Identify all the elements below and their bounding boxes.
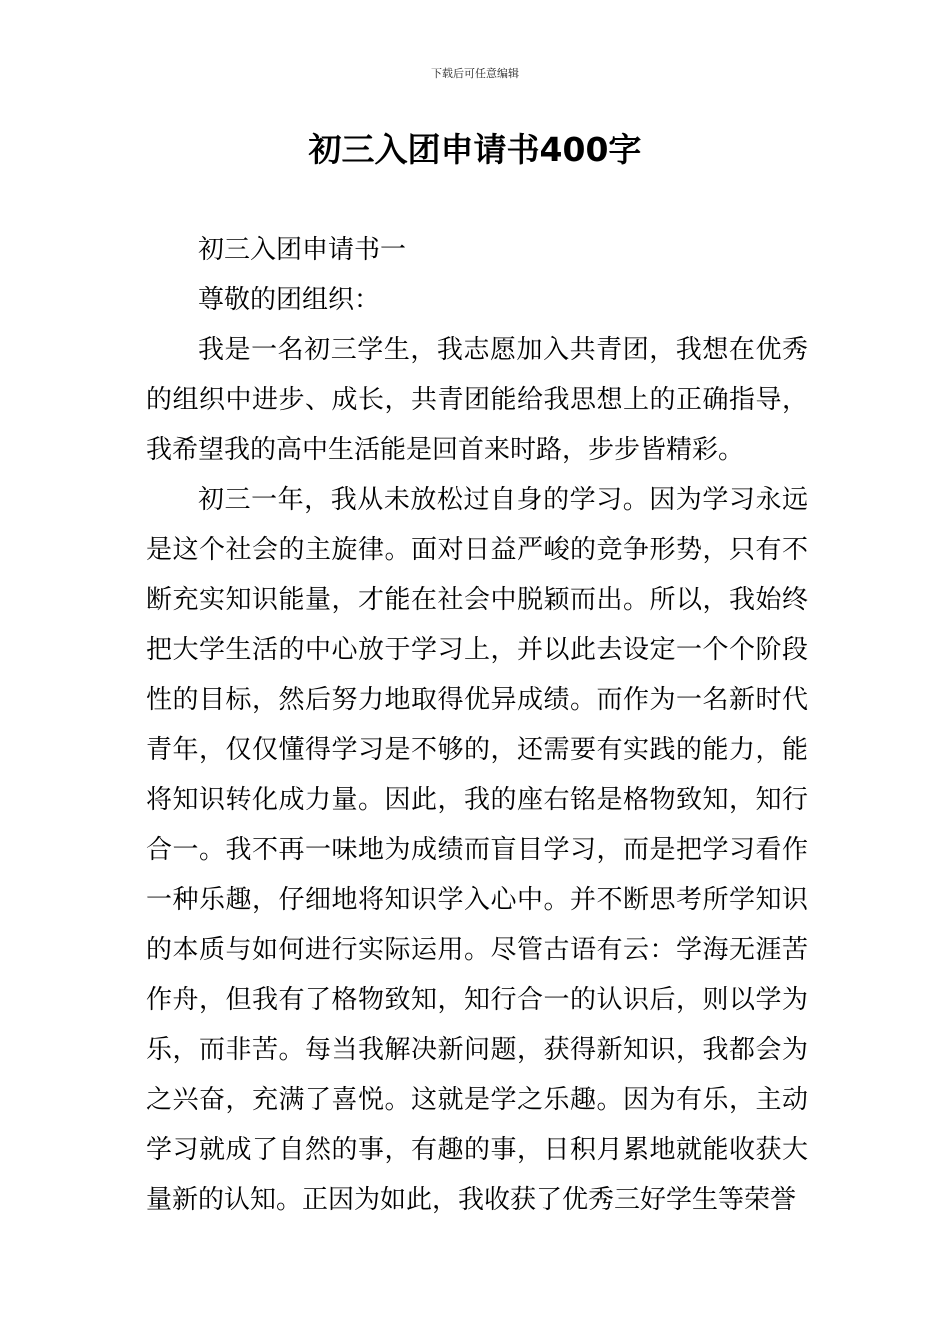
document-body: [146, 225, 808, 1225]
document-title: 初三入团申请书400字: [308, 130, 642, 169]
header-note: 下载后可任意编辑: [431, 67, 519, 80]
body-paragraph: 初三一年，我从未放松过自身的学习。因为学习永远是这个社会的主旋律。面对日益严峻的竞争形势，只有不断充实知识能量，才能在社会中脱颖而出。所以，我始终把大学生活的中心放于学习上，并以此去设定一个个阶段性的目标，然后努力地取得优异成绩。而作为一名新时代青年，仅仅懂得学习是不够的，还需要有实践的能力，能将知识转化成力量。因此，我的座右铭是格物致知，知行合一。我不再一味地为成绩而盲目学习，而是把学习看作一种乐趣，仔细地将知识学入心中。并不断思考所学知识的本质与如何进行实际运用。尽管古语有云：学海无涯苦作舟，但我有了格物致知，知行合一的认识后，则以学为乐，而非苦。每当我解决新问题，获得新知识，我都会为之兴奋，充满了喜悦。这就是学之乐趣。因为有乐，主动学习就成了自然的事，有趣的事，日积月累地就能收获大量新的认知。正因为如此，我收获了优秀三好学生等荣誉: [146, 485, 808, 1215]
salutation: 尊敬的团组织：: [198, 285, 381, 315]
section-heading: 初三入团申请书一: [198, 235, 407, 265]
body-paragraph: 我是一名初三学生，我志愿加入共青团，我想在优秀的组织中进步、成长，共青团能给我思想上的正确指导，我希望我的高中生活能是回首来时路，步步皆精彩。: [146, 335, 808, 465]
